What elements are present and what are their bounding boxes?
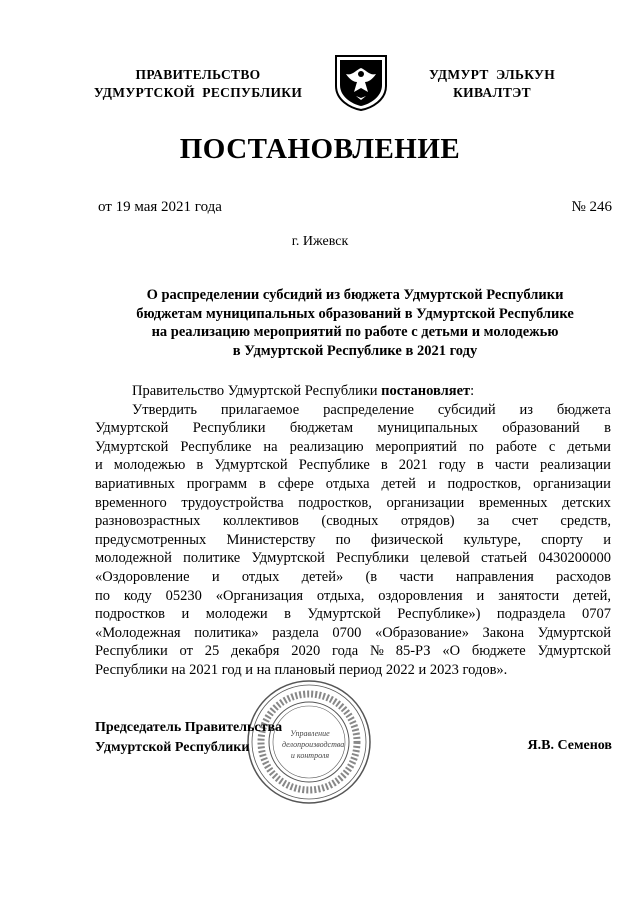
body-word: в	[476, 457, 484, 474]
government-name-line2: УДМУРТСКОЙ РЕСПУБЛИКИ	[93, 85, 303, 100]
body-word: реализацию	[289, 438, 364, 455]
document-body	[95, 382, 611, 680]
body-word: распределение	[323, 401, 414, 418]
body-word: молодежной	[95, 550, 172, 567]
body-word: 0707	[581, 606, 611, 623]
body-word: части	[399, 568, 434, 585]
body-word: Удмуртской	[307, 606, 381, 623]
body-word: с	[548, 438, 556, 455]
body-word: культуре,	[463, 531, 521, 548]
body-word: по	[95, 587, 111, 604]
body-word: в	[380, 457, 388, 474]
body-word: «Оздоровление	[95, 568, 190, 585]
body-word: коду	[123, 587, 152, 604]
body-word: временного	[95, 494, 167, 511]
stamp-line: Управление	[290, 729, 330, 738]
body-word: части	[494, 457, 529, 474]
body-line	[95, 605, 611, 624]
government-name-line1: ПРАВИТЕЛЬСТВО	[135, 67, 261, 82]
body-word: расходов	[556, 568, 611, 585]
body-line	[95, 642, 611, 661]
body-word: подростков,	[298, 494, 372, 511]
body-word: в	[604, 420, 611, 437]
body-word: отрядов)	[400, 513, 455, 530]
body-word: «Организация	[215, 587, 303, 604]
body-word: 0700	[332, 624, 362, 641]
body-word: в	[196, 457, 204, 474]
body-word: и	[95, 457, 103, 474]
government-name-udmurt-line2: КИВАЛТЭТ	[453, 85, 531, 100]
body-word: политика»	[194, 624, 259, 641]
body-line	[95, 624, 611, 643]
body-word: и	[181, 606, 190, 623]
subject-line: О распределении субсидий из бюджета Удмуртской Республики	[146, 287, 564, 303]
government-name-russian	[78, 66, 318, 102]
body-word: Республике	[180, 438, 252, 455]
body-word: предусмотренных	[95, 531, 207, 548]
body-word: Удмуртской	[95, 420, 169, 437]
signatory-position	[95, 718, 282, 758]
body-word: сфере	[277, 475, 314, 492]
body-word: и	[211, 568, 220, 585]
body-intro	[95, 382, 611, 401]
body-word: временных	[478, 494, 548, 511]
body-word: прилагаемое	[220, 401, 300, 418]
body-word: «Молодежная	[95, 624, 181, 641]
body-word: Удмуртской	[95, 438, 169, 455]
body-word: от	[179, 643, 193, 660]
body-word: политике	[183, 550, 241, 567]
stamp-text	[282, 728, 345, 761]
body-word: трудоустройства	[181, 494, 284, 511]
body-word: целевой	[420, 550, 470, 567]
body-word: Удмуртской	[214, 457, 288, 474]
body-line	[95, 401, 611, 420]
body-word: 25	[204, 643, 220, 660]
body-word: направления	[455, 568, 534, 585]
body-word: подраздела	[496, 606, 566, 623]
body-word: бюджете	[471, 643, 526, 660]
body-word: в	[258, 475, 266, 492]
body-word: в	[284, 606, 291, 623]
stamp-line: делопроизводства	[282, 740, 345, 749]
body-word: Утвердить	[132, 401, 197, 418]
body-word: 05230	[165, 587, 202, 604]
stamp-line: и контроля	[290, 751, 330, 760]
body-word: Республики	[95, 643, 168, 660]
subject-line: на реализацию мероприятий по работе с детьми и молодежью	[151, 324, 559, 340]
body-line	[95, 587, 611, 606]
body-word: спорту	[541, 531, 584, 548]
body-word: молодежью	[113, 457, 186, 474]
body-line	[95, 456, 611, 475]
body-word: детей,	[573, 587, 611, 604]
document-subject	[95, 286, 615, 360]
body-word: отдых	[241, 568, 280, 585]
body-word: 85-РЗ	[395, 643, 431, 660]
body-word: программ	[186, 475, 248, 492]
body-line	[95, 475, 611, 494]
intro-text: Правительство Удмуртской Республики	[132, 383, 382, 399]
body-word: коллективов	[222, 513, 299, 530]
body-word: 2021	[398, 457, 428, 474]
body-word: физической	[370, 531, 444, 548]
body-word: занятости	[498, 587, 560, 604]
body-word: детьми	[567, 438, 611, 455]
subject-line: в Удмуртской Республике в 2021 году	[232, 342, 478, 359]
body-word: года	[332, 643, 359, 660]
body-word: молодежи	[205, 606, 268, 623]
body-word: Удмуртской	[537, 643, 611, 660]
body-word: и	[427, 475, 436, 492]
body-word: году	[438, 457, 466, 474]
body-word: за	[477, 513, 490, 530]
body-word: и	[476, 587, 485, 604]
body-word: декабря	[231, 643, 280, 660]
body-paragraph	[95, 401, 611, 680]
body-word: муниципальных	[377, 420, 478, 437]
body-word: организации	[533, 475, 611, 492]
document-city: г. Ижевск	[291, 234, 349, 249]
intro-bold: постановляет	[381, 383, 471, 399]
body-word: субсидий	[437, 401, 496, 418]
body-word: детей	[381, 475, 416, 492]
body-word: статьей	[481, 550, 528, 567]
body-word: разновозрастных	[95, 513, 201, 530]
body-word: и	[603, 531, 611, 548]
signatory-position-line1: Председатель Правительства	[95, 720, 283, 735]
body-line	[95, 568, 611, 587]
body-word: на	[263, 438, 278, 455]
body-word: бюджета	[556, 401, 611, 418]
subject-line: бюджетам муниципальных образований в Удмуртской Республике	[136, 305, 574, 322]
body-word: Республики	[336, 550, 409, 567]
body-word: 0430200000	[538, 550, 611, 567]
body-word: отдыха	[325, 475, 370, 492]
government-name-udmurt	[412, 66, 572, 102]
body-word: детских	[562, 494, 611, 511]
body-line	[95, 531, 611, 550]
document-number: № 246	[571, 199, 612, 215]
document-title: ПОСТАНОВЛЕНИЕ	[179, 133, 461, 165]
body-word: 2020	[291, 643, 321, 660]
emblem-icon	[332, 52, 390, 112]
body-word: реализации	[540, 457, 611, 474]
body-word: детей»	[301, 568, 344, 585]
signatory-name: Я.В. Семенов	[527, 738, 612, 753]
body-word: №	[370, 643, 384, 660]
body-word: Удмуртской	[537, 624, 611, 641]
body-word: подростков	[95, 606, 166, 623]
body-word: подростков,	[447, 475, 522, 492]
body-word: мероприятий	[375, 438, 457, 455]
body-word: раздела	[272, 624, 319, 641]
body-word: Удмуртской	[251, 550, 325, 567]
body-word: Республике»)	[397, 606, 481, 623]
body-word: организации	[386, 494, 465, 511]
body-line: Республики на 2021 год и на плановый период 2022 и 2023 годов».	[95, 661, 508, 678]
body-word: отдыха,	[316, 587, 365, 604]
body-word: Республики	[192, 420, 266, 437]
body-word: оздоровления	[378, 587, 463, 604]
document-date: от 19 мая 2021 года	[98, 199, 222, 215]
body-line	[95, 512, 611, 531]
body-word: Министерству	[226, 531, 316, 548]
body-word: вариативных	[95, 475, 175, 492]
body-word: средств,	[560, 513, 611, 530]
body-word: работе	[495, 438, 537, 455]
body-word: «О	[442, 643, 461, 660]
body-word: по	[468, 438, 484, 455]
intro-colon: :	[470, 383, 475, 399]
body-word: «Образование»	[374, 624, 469, 641]
body-word: счет	[511, 513, 538, 530]
body-word: из	[519, 401, 533, 418]
body-line	[95, 494, 611, 513]
government-name-udmurt-line1: УДМУРТ ЭЛЬКУН	[428, 67, 556, 82]
body-line	[95, 438, 611, 457]
body-word: (в	[365, 568, 378, 585]
body-word: Республике	[298, 457, 370, 474]
body-line	[95, 419, 611, 438]
body-word: бюджетам	[289, 420, 354, 437]
body-word: образований	[502, 420, 580, 437]
body-word: Закона	[482, 624, 525, 641]
body-word: (сводных	[321, 513, 379, 530]
body-word: по	[335, 531, 351, 548]
body-line	[95, 549, 611, 568]
signatory-position-line2: Удмуртской Республики	[95, 740, 250, 755]
